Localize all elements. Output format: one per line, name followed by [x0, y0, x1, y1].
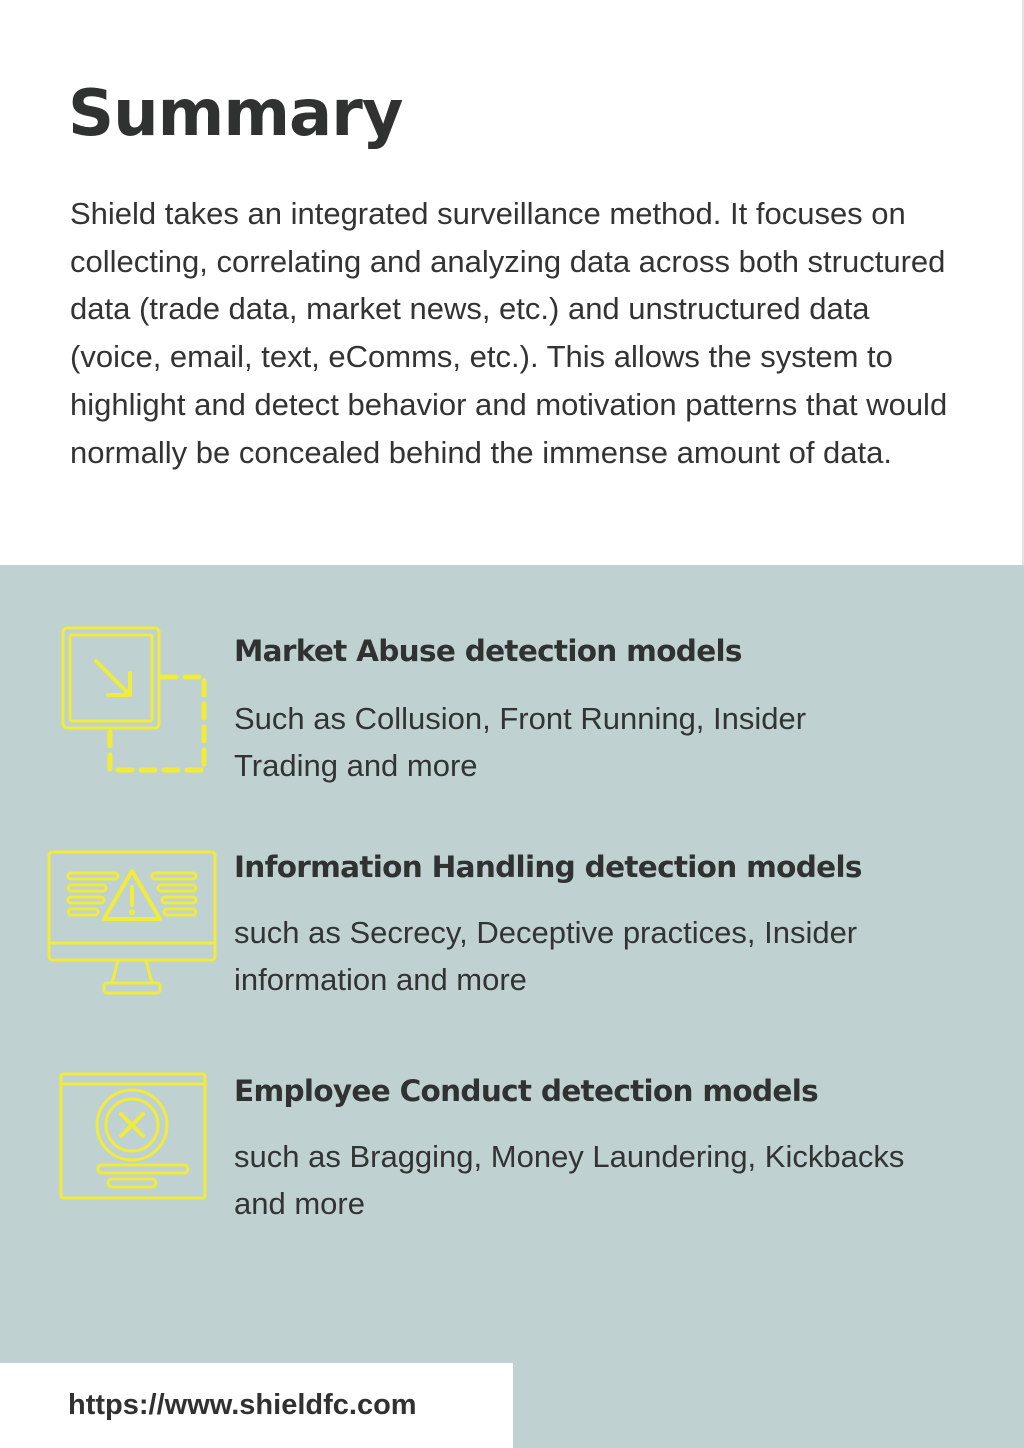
- feature-description: such as Bragging, Money Laundering, Kickbacks and more: [234, 1139, 905, 1221]
- monitor-warning-icon: [46, 849, 218, 997]
- summary-paragraph: Shield takes an integrated surveillance method. It focuses on collecting, correlating and analyzing data across both structured data (trade data, market news, etc.) and unstructured data (voice, email, text, eComms, etc.). This allows the system to highlight and detect behavior and motivation patterns that would normally be concealed behind the immense amount of data.: [70, 196, 948, 470]
- feature-panel: [0, 565, 1024, 1448]
- feature-description: Such as Collusion, Front Running, Insider Trading and more: [234, 701, 807, 783]
- diagonal-arrow-box-icon: [58, 625, 210, 777]
- website-link[interactable]: https://www.shieldfc.com: [68, 1389, 417, 1421]
- feature-description: such as Secrecy, Deceptive practices, Insider information and more: [234, 915, 858, 997]
- feature-title: Market Abuse detection models: [234, 634, 742, 668]
- page-title: Summary: [68, 77, 403, 151]
- window-error-icon: [58, 1071, 208, 1201]
- feature-title: Employee Conduct detection models: [234, 1074, 818, 1108]
- footer: [0, 1363, 513, 1448]
- summary-section: [0, 0, 1024, 565]
- feature-title: Information Handling detection models: [234, 850, 862, 884]
